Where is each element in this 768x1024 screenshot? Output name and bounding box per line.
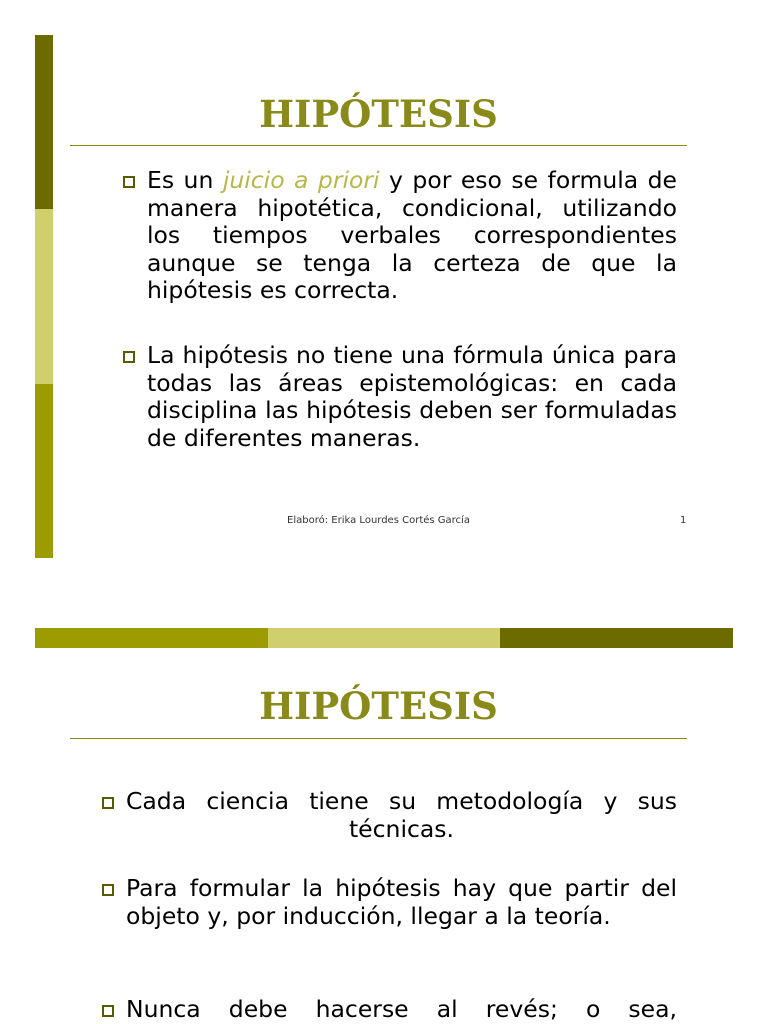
bullet-text: Para formular la hipótesis hay que partir del objeto y, por inducción, llegar a la teoría. (126, 874, 677, 930)
footer-author: Elaboró: Erika Lourdes Cortés García (287, 515, 470, 526)
title-rule (70, 145, 687, 146)
accent-bar-light (268, 628, 500, 648)
square-bullet-icon (102, 797, 114, 809)
bullet-text (126, 788, 677, 843)
bullet-text-end: y por eso se formula de manera hipotética, condicional, utilizando los tiempos verbales correspondientes aunque se tenga la certeza de que la hipótesis es correcta. (147, 166, 677, 304)
slide-title: HIPÓTESIS (259, 684, 498, 728)
square-bullet-icon (123, 176, 135, 188)
bullet-item (123, 342, 677, 452)
bullet-item (102, 996, 677, 1024)
accent-bar-light (35, 209, 53, 384)
slide-title: HIPÓTESIS (259, 92, 498, 136)
accent-bar-dark (35, 35, 53, 209)
slide-2 (0, 600, 768, 1024)
bullet-text-start: Es un (147, 166, 223, 194)
bullet-text-line: Cada ciencia tiene su metodología y sus (126, 787, 677, 815)
bullet-item (102, 875, 677, 930)
accent-bar-mid (35, 628, 268, 648)
bullet-text (147, 167, 677, 305)
page-number: 1 (680, 515, 687, 526)
square-bullet-icon (102, 884, 114, 896)
bullet-item (102, 788, 677, 843)
emphasis-text: juicio a priori (222, 166, 380, 194)
accent-bar-dark (500, 628, 733, 648)
square-bullet-icon (102, 1005, 114, 1017)
title-rule (70, 738, 687, 739)
bullet-text: Nunca debe hacerse al revés; o sea, (126, 995, 677, 1023)
bullet-text-line: técnicas. (348, 814, 455, 843)
bullet-text: La hipótesis no tiene una fórmula única para todas las áreas epistemológicas: en cada disciplina las hipótesis deben ser formuladas de diferentes maneras. (147, 341, 677, 452)
accent-bar-mid (35, 384, 53, 558)
bullet-item (123, 167, 677, 305)
square-bullet-icon (123, 351, 135, 363)
